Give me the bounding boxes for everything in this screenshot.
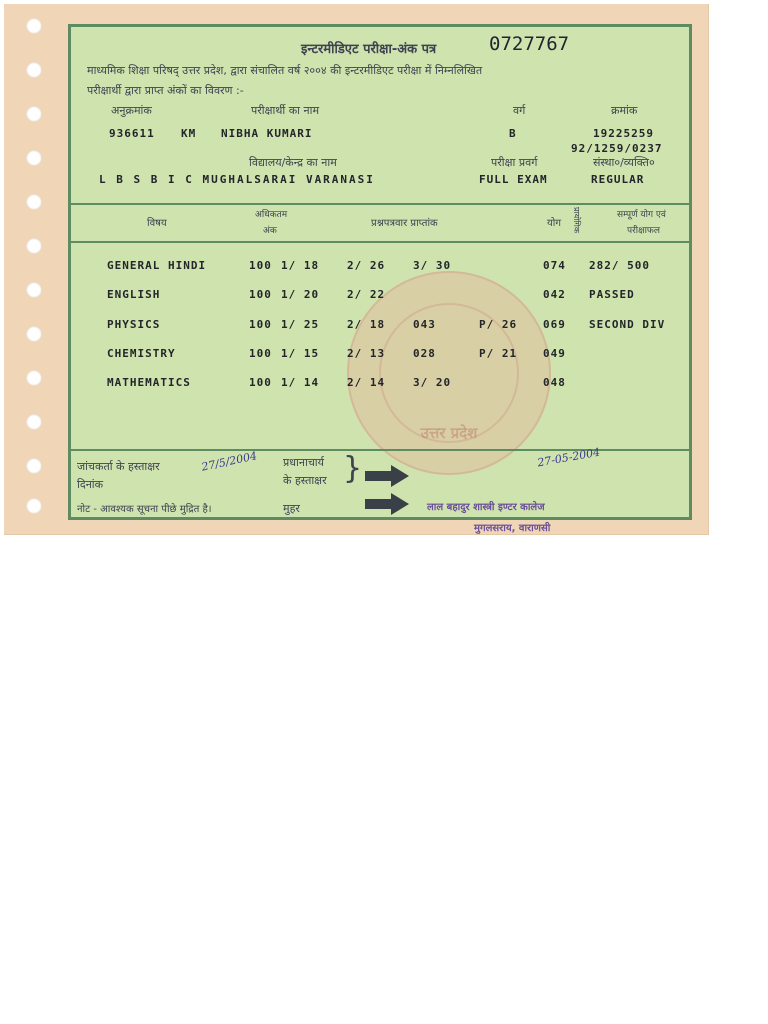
punch-hole [26, 458, 42, 474]
subject-total: 049 [543, 347, 566, 360]
paper-3-marks: 043 [413, 318, 436, 331]
max-marks: 100 [249, 376, 272, 389]
principal-seal-place: मुगलसराय, वाराणसी [474, 523, 551, 534]
punch-hole [26, 238, 42, 254]
candidate-name: NIBHA KUMARI [221, 127, 313, 140]
checker-signature-label: जांचकर्ता के हस्ताक्षर [77, 460, 160, 473]
column-paperwise: प्रश्नपत्रवार प्राप्तांक [371, 218, 438, 229]
subject-total: 074 [543, 259, 566, 272]
paper-2-marks: 2/ 18 [347, 318, 386, 331]
candidate-type-label: संस्था०/व्यक्ति० [593, 156, 655, 169]
result-value: 282/ 500 [589, 259, 650, 272]
note-text: नोट - आवश्यक सूचना पीछे मुद्रित है। [77, 504, 212, 515]
serial-label: क्रमांक [611, 104, 638, 117]
column-subject: विषय [147, 218, 167, 229]
principal-signature-label: के हस्ताक्षर [283, 474, 327, 487]
school-name: L B S B I C MUGHALSARAI VARANASI [99, 173, 375, 186]
column-result: सम्पूर्ण योग एवं [617, 210, 666, 220]
roll-number-label: अनुक्रमांक [111, 104, 152, 117]
exam-category-label: परीक्षा प्रवर्ग [491, 156, 538, 169]
subject-total: 069 [543, 318, 566, 331]
arrow-right-icon [365, 465, 409, 487]
roll-number: 936611 [109, 127, 155, 140]
arrow-right-icon [365, 493, 409, 515]
paper-1-marks: 1/ 25 [281, 318, 320, 331]
paper-3-marks: 3/ 20 [413, 376, 452, 389]
principal-label: प्रधानाचार्य [283, 456, 325, 469]
max-marks: 100 [249, 318, 272, 331]
max-marks: 100 [249, 259, 272, 272]
paper-2-marks: 2/ 13 [347, 347, 386, 360]
paper-2-marks: 2/ 22 [347, 288, 386, 301]
exam-category: FULL EXAM [479, 173, 548, 186]
school-label: विद्यालय/केन्द्र का नाम [249, 156, 337, 169]
paper-2-marks: 2/ 14 [347, 376, 386, 389]
state-emblem-watermark [347, 271, 551, 475]
result-value: PASSED [589, 288, 635, 301]
serial-value: 19225259 [593, 127, 654, 140]
punch-hole [26, 106, 42, 122]
seal-label: मुहर [283, 502, 300, 515]
paper-1-marks: 1/ 14 [281, 376, 320, 389]
intro-line-2: परीक्षार्थी द्वारा प्राप्त अंकों का विवरण :- [87, 84, 244, 97]
candidate-type: REGULAR [591, 173, 645, 186]
punch-hole [26, 498, 42, 514]
class-label: वर्ग [513, 104, 526, 117]
subject-name: ENGLISH [107, 288, 161, 301]
paper-2-marks: 2/ 26 [347, 259, 386, 272]
class-value: B [509, 127, 517, 140]
max-marks: 100 [249, 288, 272, 301]
result-value: SECOND DIV [589, 318, 666, 331]
column-practical: प्रायोगिक [572, 207, 581, 234]
practical-marks: P/ 21 [479, 347, 518, 360]
subject-total: 048 [543, 376, 566, 389]
serial-value-secondary: 92/1259/0237 [571, 142, 663, 155]
column-max-marks-2: अंक [263, 226, 277, 236]
subject-name: CHEMISTRY [107, 347, 176, 360]
punch-hole [26, 414, 42, 430]
subject-name: PHYSICS [107, 318, 161, 331]
checker-signature-date: 27/5/2004 [200, 449, 259, 474]
name-prefix: KM [181, 127, 197, 140]
intro-line-1: माध्यमिक शिक्षा परिषद् उत्तर प्रदेश, द्वारा संचालित वर्ष २००४ की इन्टरमीडिएट परीक्षा में निम्नलिखित [87, 64, 483, 77]
punch-hole [26, 194, 42, 210]
punch-hole [26, 150, 42, 166]
subject-name: MATHEMATICS [107, 376, 191, 389]
date-label: दिनांक [77, 478, 104, 491]
paper-3-marks: 3/ 30 [413, 259, 452, 272]
principal-seal-stamp: लाल बहादुर शास्त्री इण्टर कालेज [427, 502, 545, 513]
punch-hole [26, 370, 42, 386]
section-divider [71, 203, 692, 205]
punch-hole [26, 282, 42, 298]
table-header-divider [71, 241, 692, 243]
punch-hole [26, 62, 42, 78]
subject-name: GENERAL HINDI [107, 259, 207, 272]
candidate-name-label: परीक्षार्थी का नाम [251, 104, 320, 117]
max-marks: 100 [249, 347, 272, 360]
principal-signature-date: 27-05-2004 [536, 445, 602, 470]
emblem-text: उत्तर प्रदेश [420, 424, 478, 442]
subject-total: 042 [543, 288, 566, 301]
paper-1-marks: 1/ 20 [281, 288, 320, 301]
punch-hole [26, 18, 42, 34]
paper-3-marks: 028 [413, 347, 436, 360]
column-max-marks: अधिकतम [255, 210, 288, 220]
document-title: इन्टरमीडिएट परीक्षा-अंक पत्र [301, 42, 437, 57]
column-total: योग [547, 218, 562, 229]
serial-number: 0727767 [489, 33, 570, 55]
paper-1-marks: 1/ 15 [281, 347, 320, 360]
brace-icon: } [343, 451, 363, 486]
column-result-2: परीक्षाफल [627, 226, 660, 236]
practical-marks: P/ 26 [479, 318, 518, 331]
paper-1-marks: 1/ 18 [281, 259, 320, 272]
punch-hole [26, 326, 42, 342]
marksheet-card [68, 24, 692, 520]
